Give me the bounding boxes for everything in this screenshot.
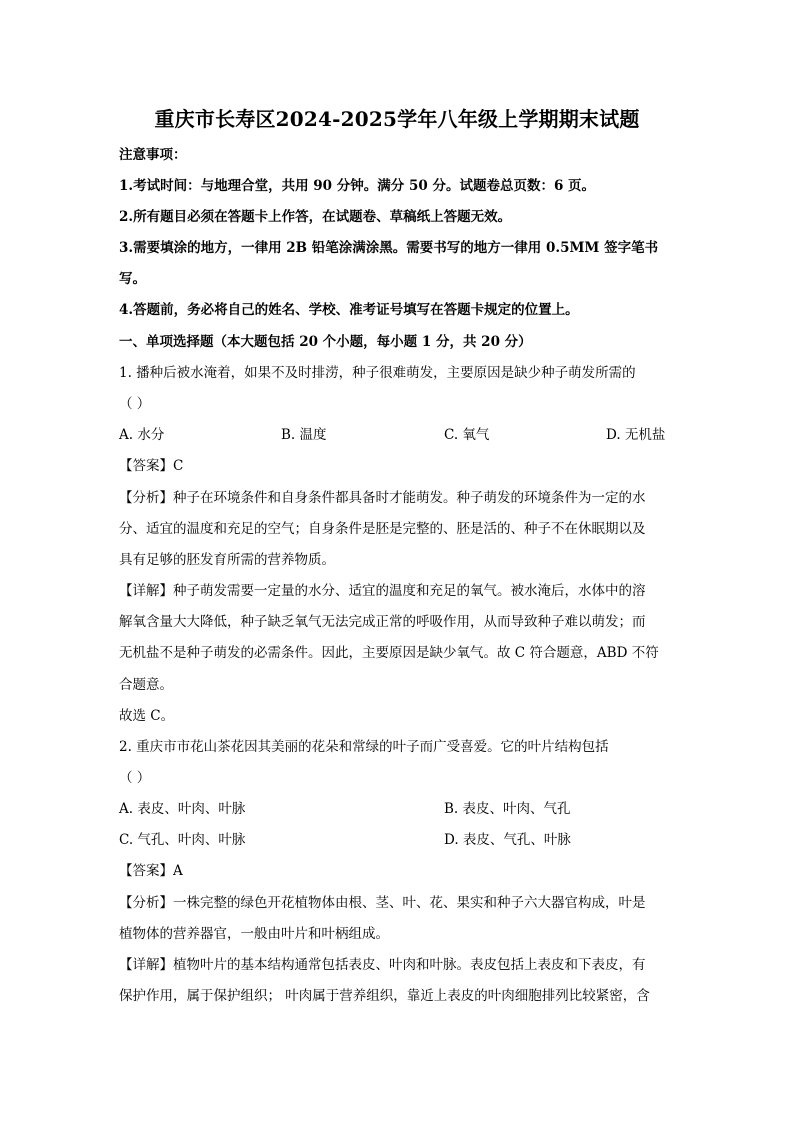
notice-heading: 注意事项： — [119, 147, 187, 163]
q1-detail-line-4: 合题意。 — [119, 677, 173, 693]
q1-detail-line-3: 无机盐不是种子萌发的必需条件。因此，主要原因是缺少氧气。故 C 符合题意，ABD 不符 — [119, 645, 659, 661]
q2-answer: 【答案】A — [119, 863, 183, 879]
q1-choice: 故选 C。 — [119, 708, 175, 724]
q2-analysis-line-2: 植物体的营养器官，一般由叶片和叶柄组成。 — [119, 926, 389, 942]
section-1-heading: 一、单项选择题（本大题包括 20 个小题，每小题 1 分，共 20 分） — [119, 334, 532, 350]
q1-detail-line-1: 【详解】种子萌发需要一定量的水分、适宜的温度和充足的氧气。被水淹后，水体中的溶 — [119, 583, 646, 599]
q2-stem-line-2: （ ） — [119, 770, 151, 786]
page-title: 重庆市长寿区2024-2025学年八年级上学期期末试题 — [154, 107, 640, 131]
notice-item-1: 1.考试时间：与地理合堂，共用 90 分钟。满分 50 分。试题卷总页数：6 页。 — [119, 178, 596, 194]
q1-stem-line-2: （ ） — [119, 396, 151, 412]
q2-detail-line-1: 【详解】植物叶片的基本结构通常包括表皮、叶肉和叶脉。表皮包括上表皮和下表皮，有 — [119, 957, 646, 973]
q1-detail-line-2: 解氧含量大大降低，种子缺乏氧气无法完成正常的呼吸作用，从而导致种子难以萌发；而 — [119, 614, 646, 630]
q2-option-b: B. 表皮、叶肉、气孔 — [444, 801, 571, 817]
q1-stem-line-1: 1. 播种后被水淹着，如果不及时排涝，种子很难萌发，主要原因是缺少种子萌发所需的 — [119, 365, 636, 381]
q1-option-a: A. 水分 — [119, 427, 165, 443]
notice-item-3-line-2: 写。 — [119, 271, 146, 287]
notice-item-4: 4.答题前，务必将自己的姓名、学校、准考证号填写在答题卡规定的位置上。 — [119, 302, 579, 318]
q2-stem-line-1: 2. 重庆市市花山茶花因其美丽的花朵和常绿的叶子而广受喜爱。它的叶片结构包括 — [119, 739, 609, 755]
notice-item-2: 2.所有题目必须在答题卡上作答，在试题卷、草稿纸上答题无效。 — [119, 209, 512, 225]
notice-item-3-line-1: 3.需要填涂的地方，一律用 2B 铅笔涂满涂黑。需要书写的地方一律用 0.5MM 签字笔书 — [119, 240, 659, 256]
q1-option-b: B. 温度 — [281, 427, 327, 443]
q1-analysis-line-1: 【分析】种子在环境条件和自身条件都具备时才能萌发。种子萌发的环境条件为一定的水 — [119, 490, 646, 506]
q2-option-c: C. 气孔、叶肉、叶脉 — [119, 832, 246, 848]
q2-detail-line-2: 保护作用，属于保护组织； 叶肉属于营养组织，靠近上表皮的叶肉细胞排列比较紧密，含 — [119, 988, 650, 1004]
q1-answer: 【答案】C — [119, 458, 184, 474]
q2-option-d: D. 表皮、气孔、叶脉 — [444, 832, 571, 848]
q1-analysis-line-3: 具有足够的胚发育所需的营养物质。 — [119, 552, 335, 568]
q1-option-c: C. 氧气 — [444, 427, 490, 443]
q2-analysis-line-1: 【分析】一株完整的绿色开花植物体由根、茎、叶、花、果实和种子六大器官构成，叶是 — [119, 895, 646, 911]
q1-analysis-line-2: 分、适宜的温度和充足的空气；自身条件是胚是完整的、胚是活的、种子不在休眠期以及 — [119, 521, 646, 537]
q2-option-a: A. 表皮、叶肉、叶脉 — [119, 801, 246, 817]
q1-option-d: D. 无机盐 — [606, 427, 666, 443]
